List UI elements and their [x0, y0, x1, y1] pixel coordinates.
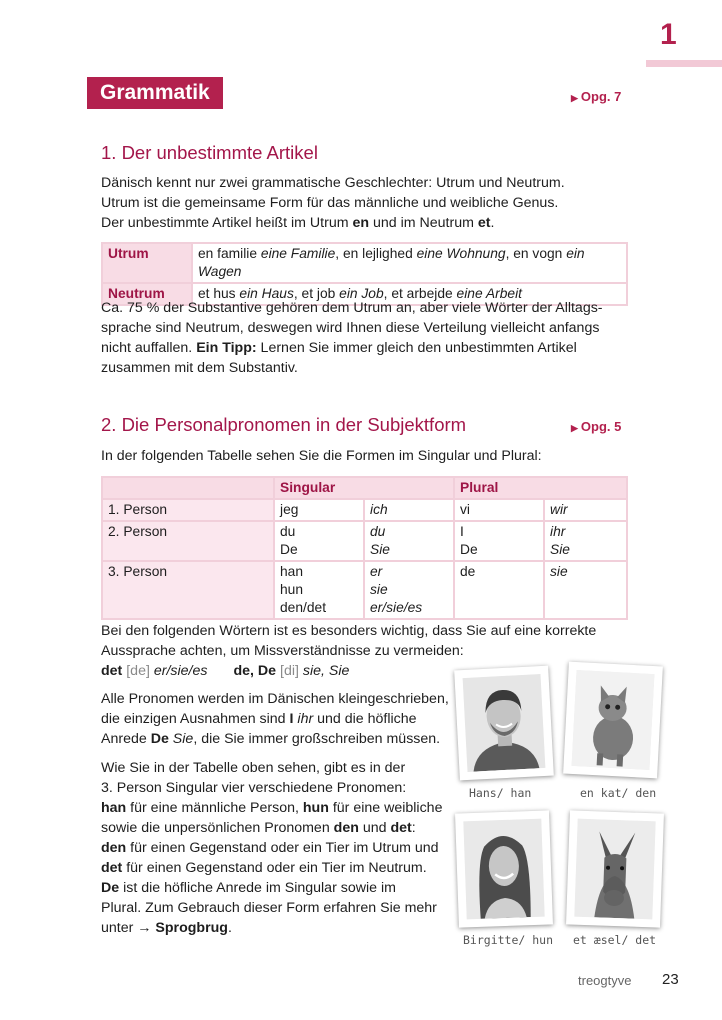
- table-header-row: [102, 477, 627, 499]
- exercise-ref-label: Opg. 7: [580, 89, 622, 104]
- row-label: 3. Person: [102, 561, 274, 619]
- woman-portrait-image: [463, 819, 544, 920]
- man-portrait-image: [463, 674, 546, 772]
- text-line: Ca. 75 % der Substantive gehören dem Utrum an, aber viele Wörter der Alltags-: [101, 300, 603, 316]
- text-line: Alle Pronomen werden im Dänischen kleingeschrieben,: [101, 691, 449, 707]
- table-cell: sie: [544, 561, 627, 619]
- section-2-title: 2. Die Personalpronomen in der Subjektform: [101, 414, 467, 435]
- text-line: den für einen Gegenstand oder ein Tier im Utrum und: [101, 840, 439, 856]
- text-line: die einzigen Ausnahmen sind I ihr und die höfliche: [101, 711, 417, 727]
- exercise-ref-section-2[interactable]: [571, 419, 621, 434]
- triangle-icon: ▶: [571, 93, 578, 103]
- table-cell: han hun den/det: [274, 561, 364, 619]
- article-table: [101, 242, 628, 306]
- pronunciation-examples: det [de] er/sie/es de, De [di] sie, Sie: [101, 663, 350, 679]
- text-line: unter → Sprogbrug.: [101, 920, 232, 936]
- section-1-paragraph: [101, 298, 641, 378]
- table-row: [102, 521, 627, 561]
- neutrum-examples: et hus ein Haus, et job ein Job, et arbejde eine Arbeit: [192, 283, 627, 305]
- cat-image: [572, 670, 655, 770]
- text-line: Aussprache achten, um Missverständnisse zu vermeiden:: [101, 643, 464, 659]
- text-line: han für eine männliche Person, hun für eine weibliche: [101, 800, 443, 816]
- text-line: Anrede De Sie, die Sie immer großschreiben müssen.: [101, 731, 441, 747]
- cat-illustration: [572, 670, 655, 770]
- header-empty: [102, 477, 274, 499]
- row-label-neutrum: Neutrum: [102, 283, 192, 305]
- table-cell: vi: [454, 499, 544, 521]
- table-cell: wir: [544, 499, 627, 521]
- section-2-intro: In der folgenden Tabelle sehen Sie die Formen im Singular und Plural:: [101, 448, 542, 464]
- capitalization-paragraph: [101, 689, 451, 749]
- man-illustration: [463, 674, 546, 772]
- table-cell: du De: [274, 521, 364, 561]
- header-plural: Plural: [454, 477, 627, 499]
- exercise-ref-top[interactable]: [571, 89, 621, 104]
- photo-caption: en kat/ den: [580, 786, 657, 800]
- photo-caption: Hans/ han: [469, 786, 532, 800]
- pronunciation-paragraph: [101, 621, 631, 681]
- row-label: 2. Person: [102, 521, 274, 561]
- chapter-bar: [646, 60, 722, 67]
- row-label-utrum: Utrum: [102, 243, 192, 283]
- arrow-icon: →: [137, 920, 152, 936]
- text-line: nicht auffallen. Ein Tipp: Lernen Sie immer gleich den unbestimmten Artikel: [101, 340, 577, 356]
- header-singular: Singular: [274, 477, 454, 499]
- woman-illustration: [463, 819, 544, 920]
- text-line: Bei den folgenden Wörtern ist es besonders wichtig, dass Sie auf eine korrekte: [101, 623, 597, 639]
- text-line: De ist die höfliche Anrede im Singular sowie im: [101, 880, 396, 896]
- chapter-number: 1: [660, 18, 677, 51]
- section-label: Grammatik: [87, 77, 223, 109]
- photo-donkey: [566, 810, 664, 927]
- photo-caption: et æsel/ det: [573, 933, 657, 947]
- triangle-icon: ▶: [571, 423, 578, 433]
- donkey-image: [574, 819, 655, 920]
- photo-cat: [563, 662, 663, 779]
- third-person-paragraph: [101, 758, 451, 938]
- table-cell: de: [454, 561, 544, 619]
- photo-woman: [455, 810, 553, 927]
- table-cell: jeg: [274, 499, 364, 521]
- table-cell: er sie er/sie/es: [364, 561, 454, 619]
- table-cell: I De: [454, 521, 544, 561]
- table-cell: du Sie: [364, 521, 454, 561]
- text-line: det für einen Gegenstand oder ein Tier im Neutrum.: [101, 860, 427, 876]
- section-1-intro: [101, 173, 631, 233]
- page-number: 23: [662, 971, 679, 988]
- table-row: [102, 243, 627, 283]
- row-label: 1. Person: [102, 499, 274, 521]
- cross-reference-link[interactable]: Sprogbrug: [155, 920, 228, 936]
- text-line: Der unbestimmte Artikel heißt im Utrum en und im Neutrum et.: [101, 215, 495, 231]
- exercise-ref-label: Opg. 5: [580, 419, 622, 434]
- text-line: sprache sind Neutrum, deswegen wird Ihnen diese Verteilung vielleicht anfangs: [101, 320, 600, 336]
- page-number-word: treogtyve: [578, 973, 632, 988]
- utrum-examples: en familie eine Familie, en lejlighed eine Wohnung, en vogn ein Wagen: [192, 243, 627, 283]
- table-cell: ich: [364, 499, 454, 521]
- photo-caption: Birgitte/ hun: [463, 933, 554, 947]
- text-line: Wie Sie in der Tabelle oben sehen, gibt es in der: [101, 760, 406, 776]
- section-1-title: 1. Der unbestimmte Artikel: [101, 142, 318, 163]
- text-line: zusammen mit dem Substantiv.: [101, 360, 298, 376]
- pronoun-table: [101, 476, 628, 620]
- table-cell: ihr Sie: [544, 521, 627, 561]
- table-row: [102, 561, 627, 619]
- donkey-illustration: [574, 819, 655, 920]
- text-line: sowie die unpersönlichen Pronomen den und det:: [101, 820, 416, 836]
- text-line: 3. Person Singular vier verschiedene Pronomen:: [101, 780, 407, 796]
- photo-man: [454, 666, 554, 781]
- text-line: Utrum ist die gemeinsame Form für das männliche und weibliche Genus.: [101, 195, 559, 211]
- table-row: [102, 499, 627, 521]
- text-line: Dänisch kennt nur zwei grammatische Geschlechter: Utrum und Neutrum.: [101, 175, 565, 191]
- text-line: Plural. Zum Gebrauch dieser Form erfahren Sie mehr: [101, 900, 437, 916]
